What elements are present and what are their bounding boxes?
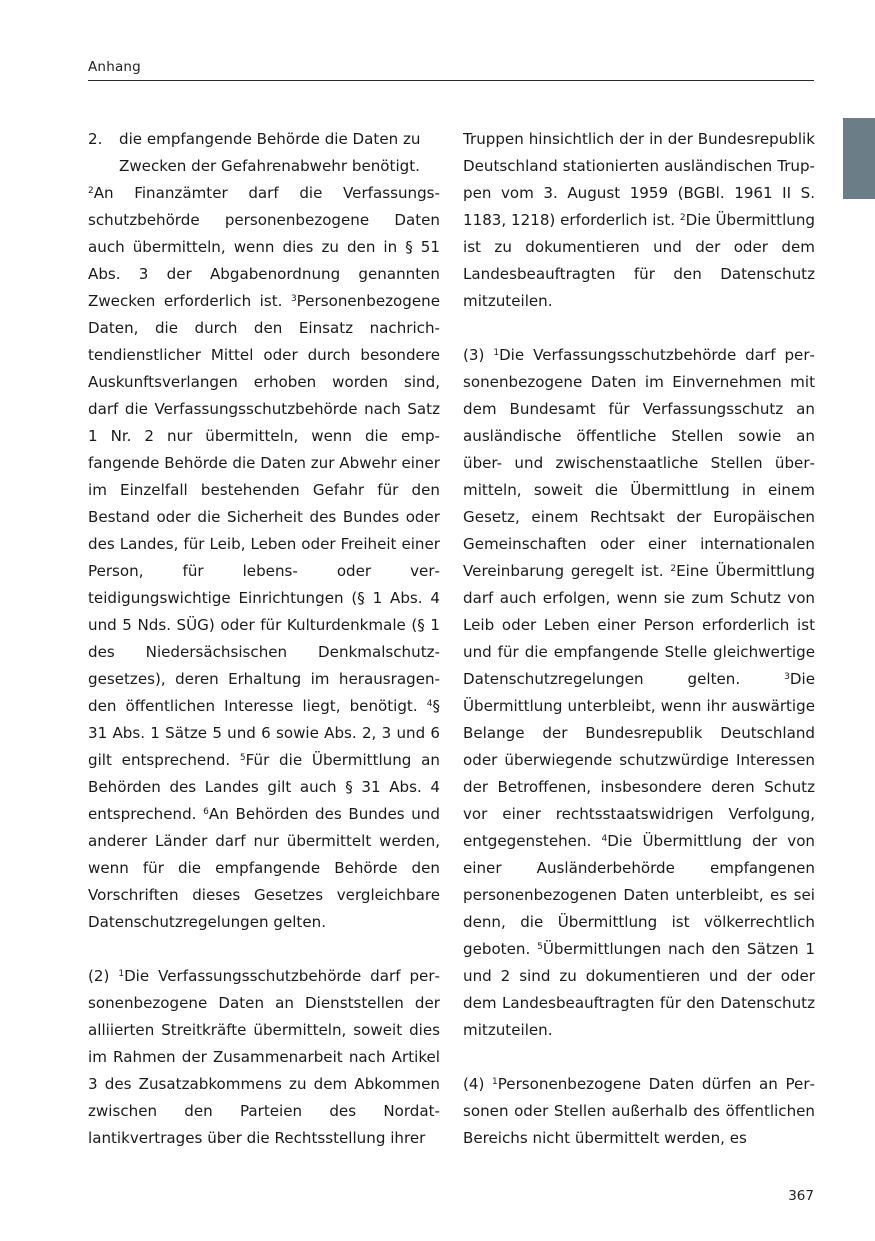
paragraph-1-continued bbox=[88, 180, 440, 936]
paragraph-label: (4) bbox=[463, 1075, 492, 1093]
page-number: 367 bbox=[788, 1188, 814, 1204]
running-header bbox=[88, 56, 814, 81]
chapter-tab-marker bbox=[843, 118, 875, 199]
sentence-number: 4 bbox=[601, 834, 608, 844]
sentence: Die Verfassungsschutzbehörde darf personenbezogene Daten im Einvernehmen mit dem Bundesamt für Verfassungsschutz an ausländische öffentliche Stellen sowie an über- und zwischenstaatliche Stellen übermitteln, soweit die Übermittlung in einem Gesetz, einem Rechtsakt der Europäischen Gemeinschaften oder einer internationalen Vereinbarung geregelt ist. bbox=[463, 346, 815, 580]
sentence-number: 6 bbox=[203, 807, 209, 817]
sentence-number: 2 bbox=[679, 213, 686, 223]
sentence: Die Übermittlung ist zu dokumentieren und der oder dem Landesbeauftragten für den Datenschutz mitzuteilen. bbox=[463, 211, 815, 310]
sentence-number: 3 bbox=[784, 672, 790, 682]
paragraph-2 bbox=[88, 963, 440, 1152]
sentence-number: 5 bbox=[239, 753, 246, 763]
sentence-number: 1 bbox=[118, 969, 125, 979]
sentence-number: 5 bbox=[537, 942, 543, 952]
enum-number: 2. bbox=[88, 130, 103, 148]
sentence-number: 1 bbox=[492, 1077, 498, 1087]
sentence: An Behörden des Bundes und anderer Länder darf nur übermittelt werden, wenn für die empfangende Behörde den Vorschriften dieses Gesetzes vergleichbare Datenschutzregelungen gelten. bbox=[88, 805, 440, 931]
sentence: § 31 Abs. 1 Sätze 5 und 6 sowie Abs. 2, 3 und 6 gilt entsprechend. bbox=[88, 697, 440, 769]
sentence-number: 2 bbox=[88, 186, 94, 196]
sentence: An Finanzämter darf die Verfassungsschutzbehörde personenbezogene Daten auch übermitteln, wenn dies zu den in § 51 Abs. 3 der Abgabenordnung genannten Zwecken erforderlich ist. bbox=[88, 184, 440, 310]
left-column bbox=[88, 126, 440, 1152]
sentence: Truppen hinsichtlich der in der Bundesrepublik Deutschland stationierten ausländischen Truppen vom 3. August 1959 (BGBl. 1961 II S. 1183, 1218) erforderlich ist. bbox=[463, 130, 815, 229]
sentence: Personenbezogene Daten dürfen an Personen oder Stellen außerhalb des öffentlichen Bereichs nicht übermittelt werden, es bbox=[463, 1075, 815, 1147]
sentence-number: 4 bbox=[426, 699, 433, 709]
right-column bbox=[463, 126, 815, 1152]
paragraph-2-continued bbox=[463, 126, 815, 315]
sentence-number: 3 bbox=[290, 294, 297, 304]
paragraph-4 bbox=[463, 1071, 815, 1152]
enum-text: die empfangende Behörde die Daten zu Zwecken der Gefahrenabwehr benötigt. bbox=[119, 130, 421, 175]
sentence: Personenbezogene Daten, die durch den Einsatz nachrichtendienstlicher Mittel oder durch besondere Auskunftsverlangen erhoben worden sind, darf die Verfassungsschutzbehörde nach Satz 1 Nr. 2 nur übermitteln, wenn die empfangende Behörde die Daten zur Abwehr einer im Einzelfall bestehenden Gefahr für den Bestand oder die Sicherheit des Bundes oder des Landes, für Leib, Leben oder Freiheit einer Person, für lebens- oder verteidigungswichtige Einrichtungen (§ 1 Abs. 4 und 5 Nds. SÜG) oder für Kulturdenkmale (§ 1 des Niedersächsischen Denkmalschutzgesetzes), deren Erhaltung im herausragenden öffentlichen Interesse liegt, benötigt. bbox=[88, 292, 440, 715]
enum-item-2 bbox=[88, 126, 440, 180]
paragraph-label: (3) bbox=[463, 346, 494, 364]
paragraph-3 bbox=[463, 342, 815, 1044]
sentence: Eine Übermittlung darf auch erfolgen, wenn sie zum Schutz von Leib oder Leben einer Person erforderlich ist und für die empfangende Stelle gleichwertige Datenschutzregelungen gelten. bbox=[463, 562, 815, 688]
sentence-number: 1 bbox=[493, 348, 500, 358]
header-title: Anhang bbox=[88, 59, 141, 75]
paragraph-label: (2) bbox=[88, 967, 119, 985]
sentence: Die Übermittlung der von einer Ausländerbehörde empfangenen personenbezogenen Daten unterbleibt, es sei denn, die Übermittlung ist völkerrechtlich geboten. bbox=[463, 832, 815, 958]
sentence: Die Übermittlung unterbleibt, wenn ihr auswärtige Belange der Bundesrepublik Deutschland oder überwiegende schutzwürdige Interessen der Betroffenen, insbesondere deren Schutz vor einer rechtsstaatswidrigen Verfolgung, entgegenstehen. bbox=[463, 670, 815, 850]
sentence: Übermittlungen nach den Sätzen 1 und 2 sind zu dokumentieren und der oder dem Landesbeauftragten für den Datenschutz mitzuteilen. bbox=[463, 940, 815, 1039]
sentence: Für die Übermittlung an Behörden des Landes gilt auch § 31 Abs. 4 entsprechend. bbox=[88, 751, 440, 823]
sentence-number: 2 bbox=[670, 564, 677, 574]
sentence: Die Verfassungsschutzbehörde darf personenbezogene Daten an Dienststellen der alliierten Streitkräfte übermitteln, soweit dies im Rahmen der Zusammenarbeit nach Artikel 3 des Zusatzabkommens zu dem Abkommen zwischen den Parteien des Nordatlantikvertrages über die Rechtsstellung ihrer bbox=[88, 967, 440, 1147]
